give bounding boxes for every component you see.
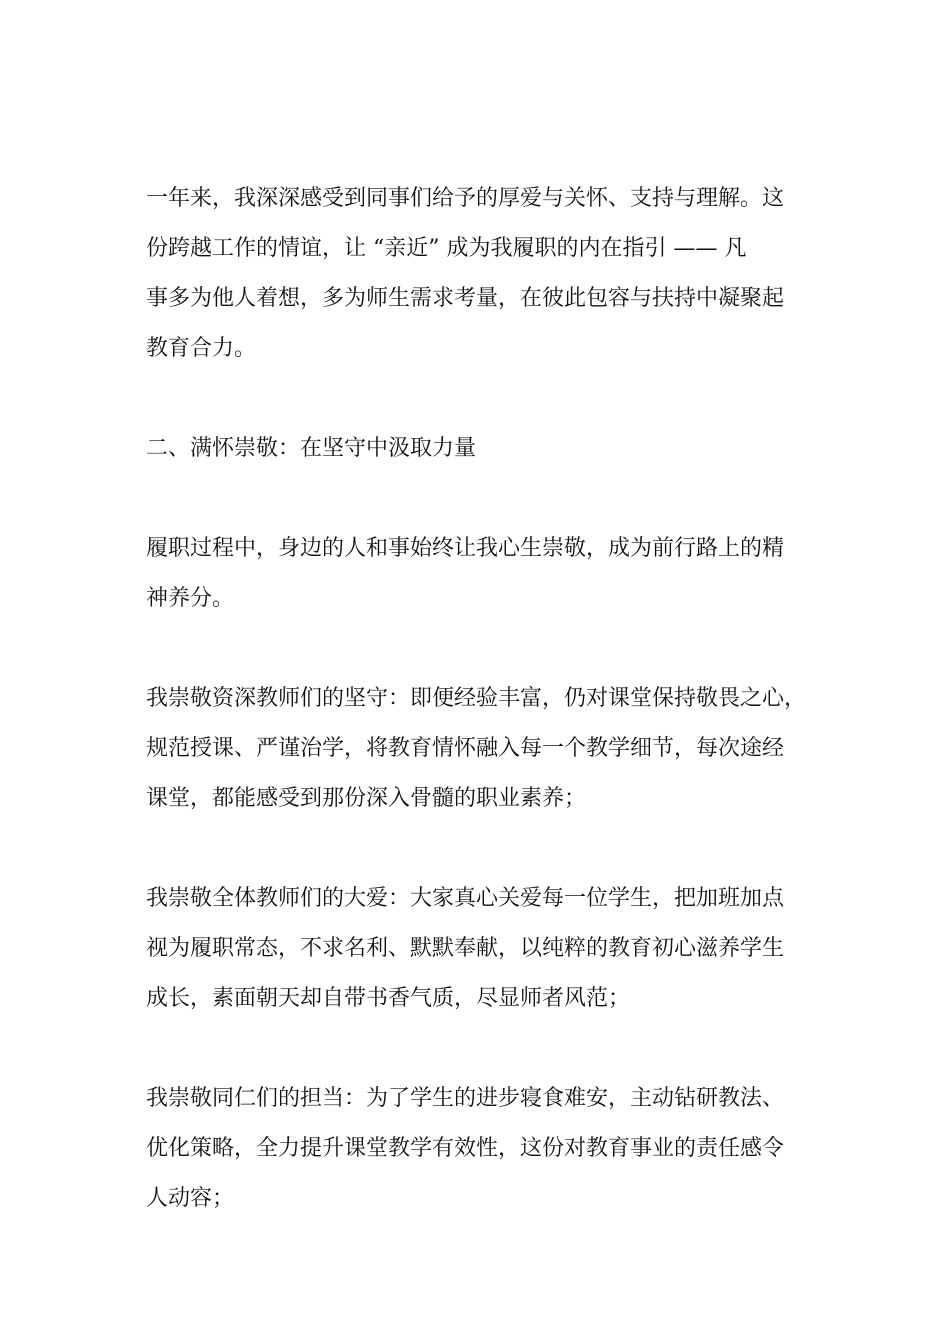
paragraph-intro-reverence bbox=[146, 524, 836, 624]
paragraph-all-teachers bbox=[146, 874, 836, 1024]
text-line: 教育合力。 bbox=[146, 336, 257, 361]
paragraph-colleagues bbox=[146, 1074, 836, 1224]
text-line: 一年来，我深深感受到同事们给予的厚爱与关怀、支持与理解。这 bbox=[146, 186, 785, 211]
text-line: 履职过程中，身边的人和事始终让我心生崇敬，成为前行路上的精 bbox=[146, 536, 785, 561]
text-line: 优化策略，全力提升课堂教学有效性，这份对教育事业的责任感令 bbox=[146, 1136, 785, 1161]
text-line: 神养分。 bbox=[146, 586, 235, 611]
paragraph-gratitude bbox=[146, 174, 836, 374]
text-line: 我崇敬全体教师们的大爱：大家真心关爱每一位学生，把加班加点 bbox=[146, 886, 785, 911]
text-line: 我崇敬同仁们的担当：为了学生的进步寝食难安，主动钻研教法、 bbox=[146, 1086, 785, 1111]
text-line: 课堂，都能感受到那份深入骨髓的职业素养； bbox=[146, 786, 587, 811]
paragraph-senior-teachers bbox=[146, 674, 836, 824]
text-line: 事多为他人着想，多为师生需求考量，在彼此包容与扶持中凝聚起 bbox=[146, 286, 785, 311]
text-line: 人动容； bbox=[146, 1186, 235, 1211]
heading-line: 二、满怀崇敬：在坚守中汲取力量 bbox=[146, 436, 477, 461]
text-line: 成长，素面朝天却自带书香气质，尽显师者风范； bbox=[146, 986, 631, 1011]
text-line: 份跨越工作的情谊，让 “亲近” 成为我履职的内在指引 —— 凡 bbox=[146, 236, 747, 261]
text-line: 我崇敬资深教师们的坚守：即便经验丰富，仍对课堂保持敬畏之心， bbox=[146, 686, 807, 711]
text-line: 视为履职常态，不求名利、默默奉献，以纯粹的教育初心滋养学生 bbox=[146, 936, 785, 961]
section-heading bbox=[146, 424, 836, 474]
text-line: 规范授课、严谨治学，将教育情怀融入每一个教学细节，每次途经 bbox=[146, 736, 785, 761]
